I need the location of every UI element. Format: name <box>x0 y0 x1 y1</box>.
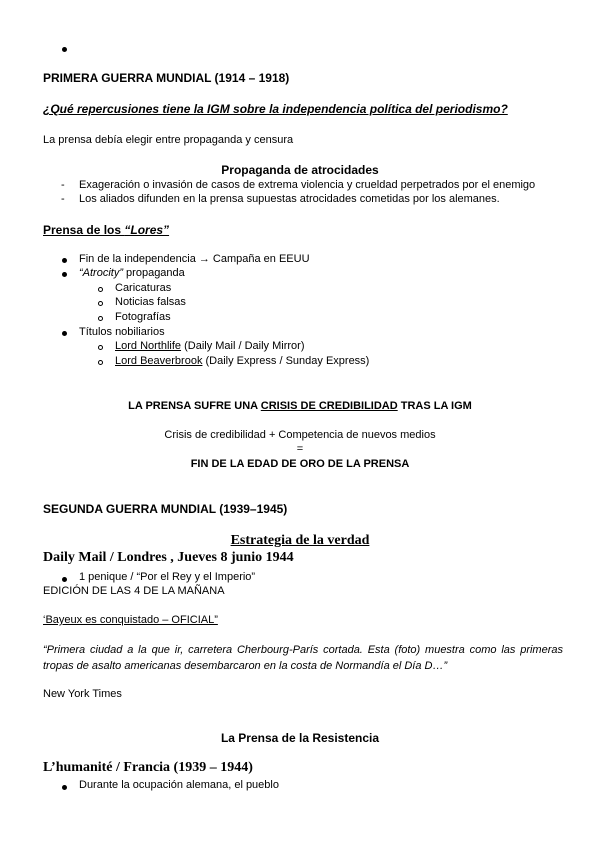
atrocity-emph: “Atrocity” <box>79 267 123 279</box>
atrocities-item-2: Los aliados difunden en la prensa supuestas atrocidades cometidas por los alemanes. <box>79 193 500 205</box>
bullet-marker <box>62 785 67 790</box>
sub-bullet-marker <box>98 316 103 321</box>
lord-northlife-name: Lord Northlife <box>115 340 182 352</box>
daily-mail-line: Daily Mail / Londres , Jueves 8 junio 1944 <box>43 550 294 565</box>
lords-item-2 <box>79 267 185 279</box>
occupation-line: Durante la ocupación alemana, el pueblo <box>79 779 279 791</box>
crisis-suffix: TRAS LA IGM <box>397 400 472 412</box>
bayeux-headline: ‘Bayeux es conquistado – OFICIAL” <box>43 614 218 626</box>
price-line: 1 penique / “Por el Rey y el Imperio” <box>79 571 256 583</box>
lords-heading-prefix: Prensa de los <box>43 223 125 237</box>
ww1-title: PRIMERA GUERRA MUNDIAL (1914 – 1918) <box>43 71 290 85</box>
sub-item-3: Fotografías <box>115 311 171 323</box>
sub-item-1: Caricaturas <box>115 282 172 294</box>
lords-heading <box>43 223 169 237</box>
lord-beaverbrook <box>115 355 369 367</box>
lords-item-3: Títulos nobiliarios <box>79 326 165 338</box>
truth-heading: Estrategia de la verdad <box>230 533 370 548</box>
dash-marker: - <box>61 193 65 205</box>
lord-beaverbrook-papers: (Daily Express / Sunday Express) <box>202 355 370 367</box>
empty-bullet <box>62 47 67 52</box>
ww1-question: ¿Qué repercusiones tiene la IGM sobre la independencia política del periodismo? <box>43 102 508 116</box>
crisis-emph: CRISIS DE CREDIBILIDAD <box>260 400 398 412</box>
lords-item-1: Fin de la independencia → Campaña en EEUU <box>79 253 310 265</box>
sub-item-2: Noticias falsas <box>115 296 186 308</box>
crisis-prefix: LA PRENSA SUFRE UNA <box>128 400 261 412</box>
lords-heading-emph: “Lores” <box>124 223 170 237</box>
sub-bullet-marker <box>98 345 103 350</box>
sub-bullet-marker <box>98 360 103 365</box>
atrocities-item-1: Exageración o invasión de casos de extrema violencia y crueldad perpetrados por el enemigo <box>79 179 536 191</box>
lord-northlife-papers: (Daily Mail / Daily Mirror) <box>181 340 305 352</box>
bullet-marker <box>62 272 67 277</box>
source-line: New York Times <box>43 688 122 700</box>
crisis-line <box>0 400 600 412</box>
bullet-marker <box>62 577 67 582</box>
ww2-title: SEGUNDA GUERRA MUNDIAL (1939–1945) <box>43 502 288 516</box>
lord-northlife <box>115 340 305 352</box>
humanite-line: L’humanité / Francia (1939 – 1944) <box>43 760 253 775</box>
bullet-marker <box>62 258 67 263</box>
lord-beaverbrook-name: Lord Beaverbrook <box>115 355 203 367</box>
sub-bullet-marker <box>98 287 103 292</box>
resistance-heading: La Prensa de la Resistencia <box>220 731 380 745</box>
bullet-marker <box>62 331 67 336</box>
dash-marker: - <box>61 179 65 191</box>
crisis-result: FIN DE LA EDAD DE ORO DE LA PRENSA <box>190 458 410 470</box>
quote-text: “Primera ciudad a la que ir, carretera Cherbourg-París cortada. Esta (foto) muestra como las primeras tropas de asalto americanas desembarcaron en la costa de Normandía el Día D…” <box>43 644 563 672</box>
sub-bullet-marker <box>98 301 103 306</box>
crisis-equals: = <box>296 443 304 455</box>
crisis-equation: Crisis de credibilidad + Competencia de nuevos medios <box>164 429 436 441</box>
ww1-intro: La prensa debía elegir entre propaganda y censura <box>43 134 294 146</box>
edition-line: EDICIÓN DE LAS 4 DE LA MAÑANA <box>43 585 225 597</box>
atrocities-heading: Propaganda de atrocidades <box>221 163 379 177</box>
atrocity-rest: propaganda <box>123 267 185 279</box>
